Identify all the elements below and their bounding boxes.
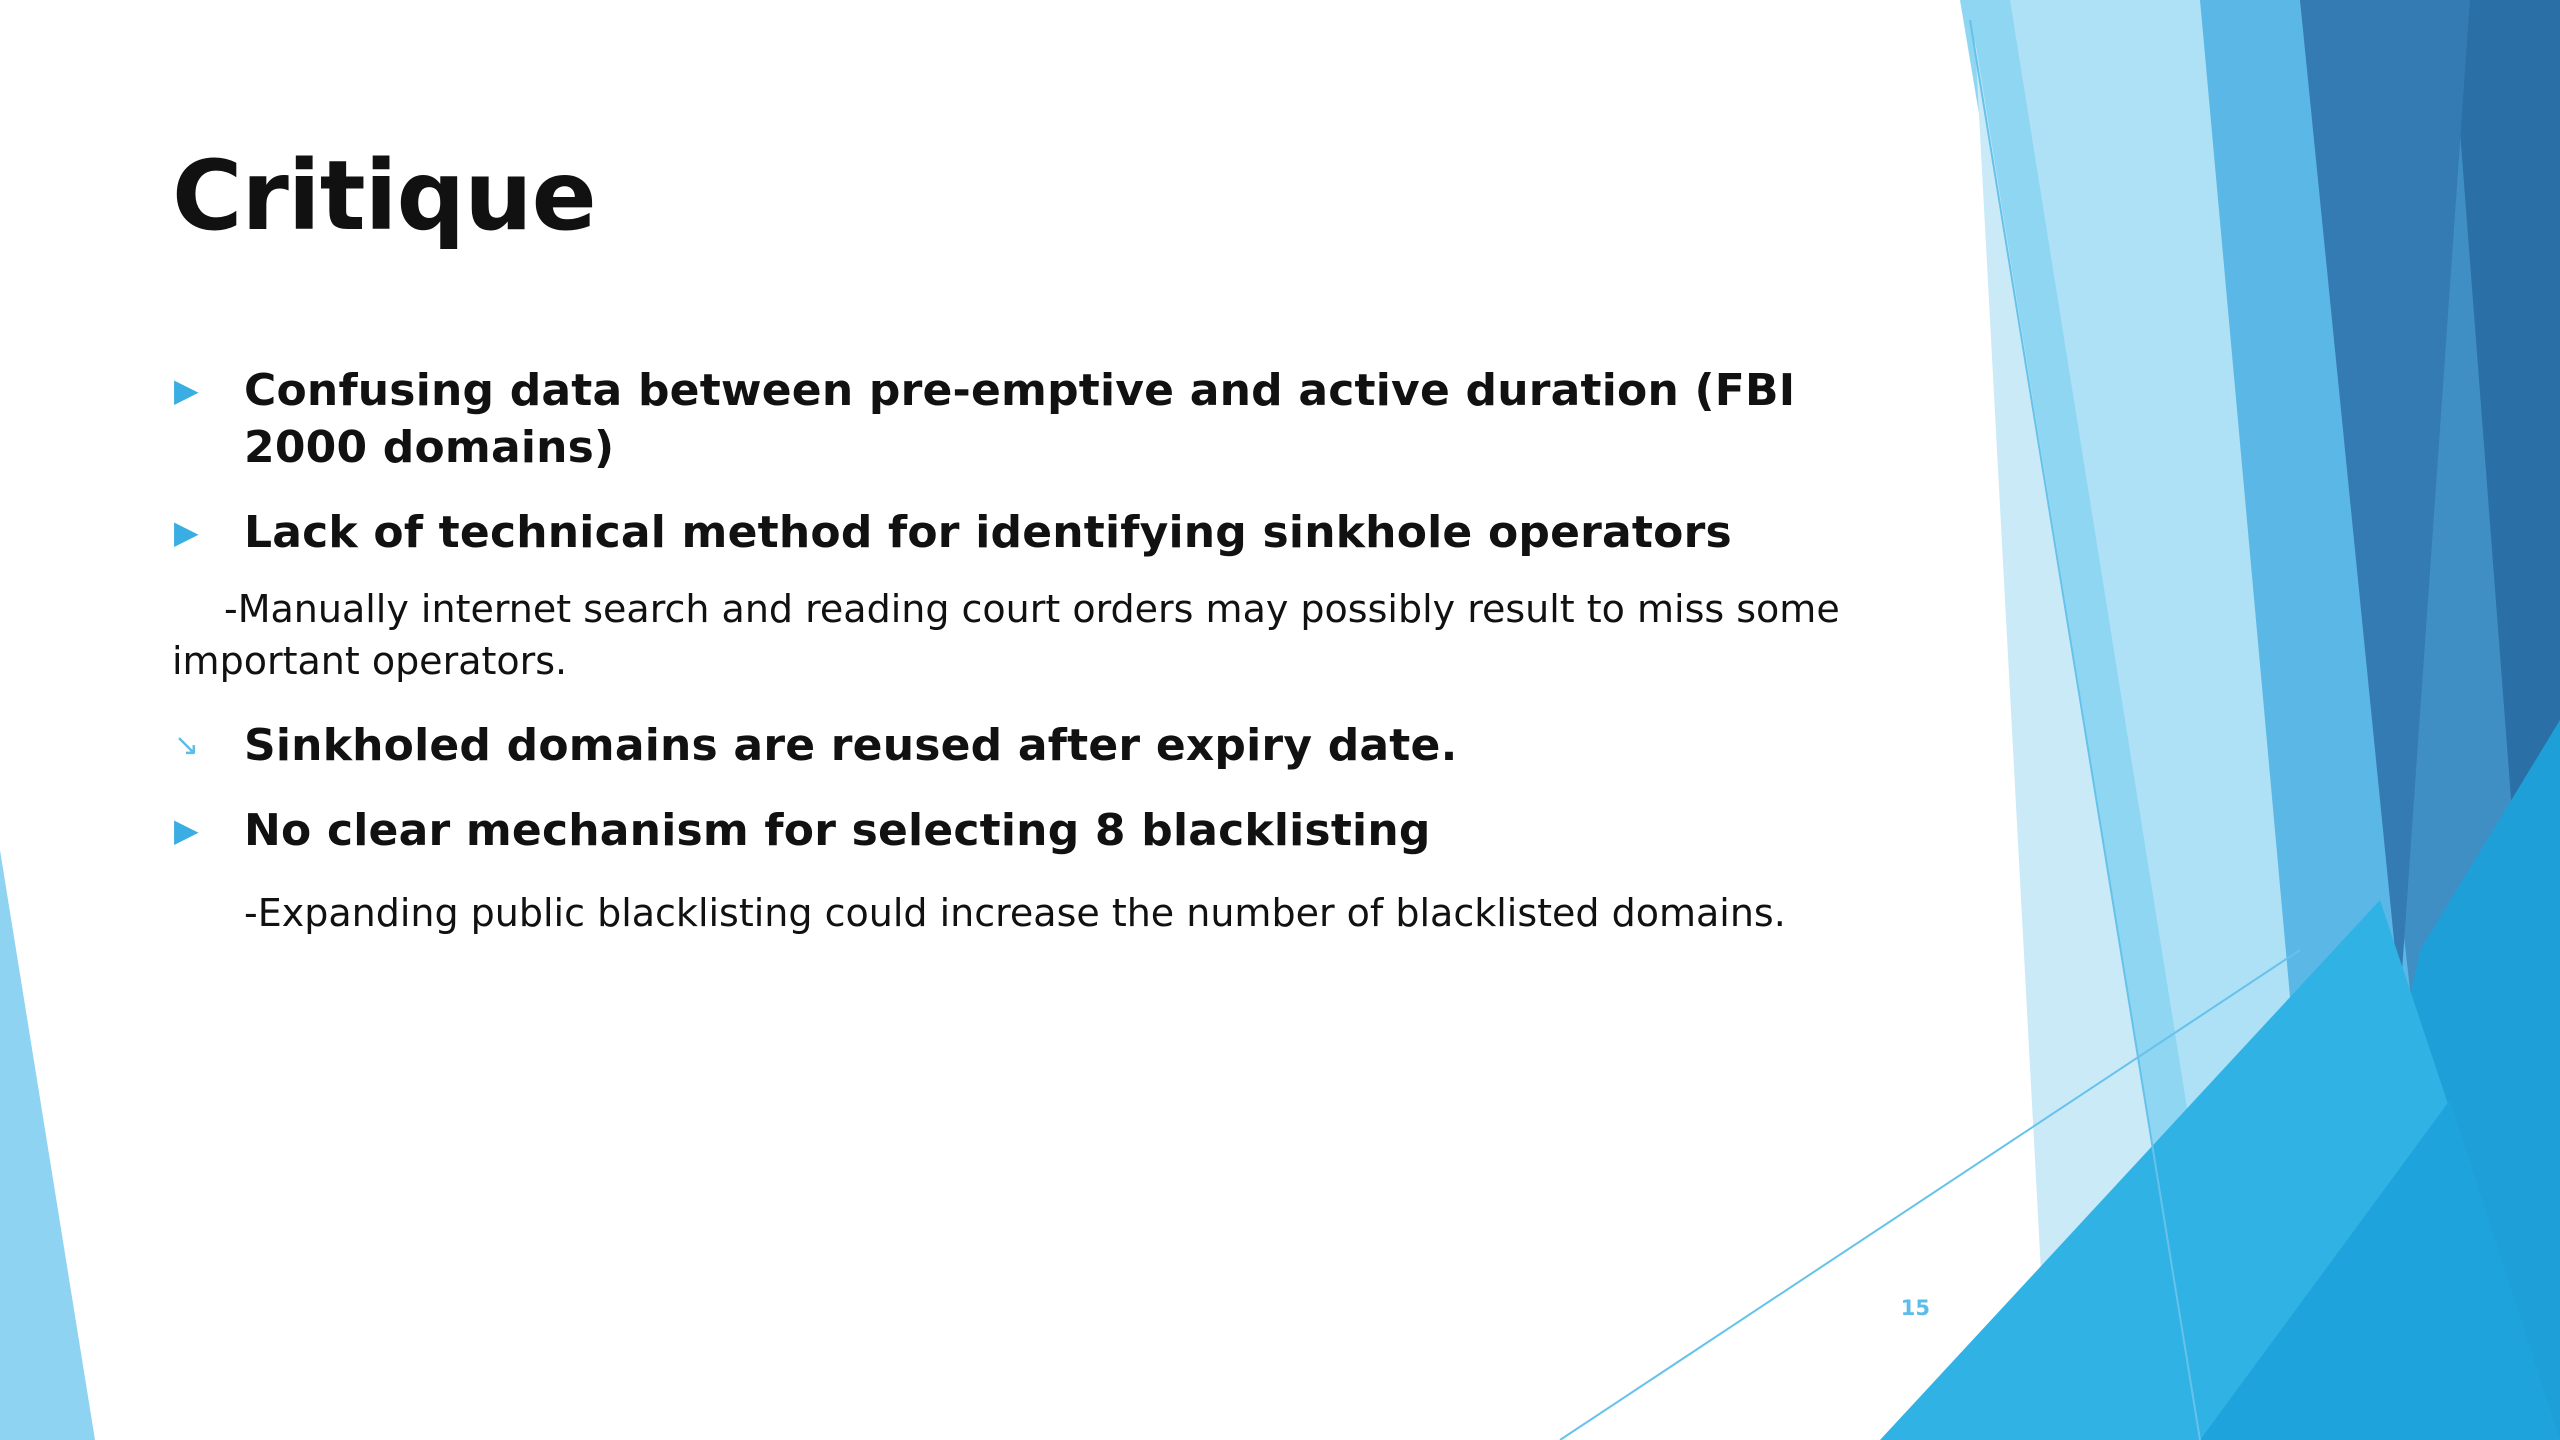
bullet-item: [172, 504, 1872, 561]
bullet-item: [172, 802, 1872, 859]
bullet-item: [172, 362, 1872, 476]
bullet-text: Sinkholed domains are reused after expiry date.: [244, 720, 1458, 771]
arrow-down-right-icon: ↘: [174, 728, 200, 763]
bullet-text: No clear mechanism for selecting 8 blacklisting: [244, 805, 1431, 856]
slide-title: Critique: [172, 140, 596, 252]
bullet-note: -Manually internet search and reading court orders may possibly result to miss some important operators.: [172, 587, 1840, 683]
bullet-text: Lack of technical method for identifying sinkhole operators: [244, 507, 1732, 558]
bullet-note: -Expanding public blacklisting could increase the number of blacklisted domains.: [244, 891, 1786, 935]
triangle-right-icon: ▶: [174, 371, 199, 409]
bullet-list: [172, 362, 1872, 969]
page-number: 15: [1900, 1296, 1930, 1320]
triangle-right-icon: ▶: [174, 811, 199, 849]
bullet-text: Confusing data between pre-emptive and active duration (FBI 2000 domains): [244, 365, 1796, 473]
triangle-right-icon: ▶: [174, 513, 199, 551]
bullet-item: [172, 717, 1872, 774]
